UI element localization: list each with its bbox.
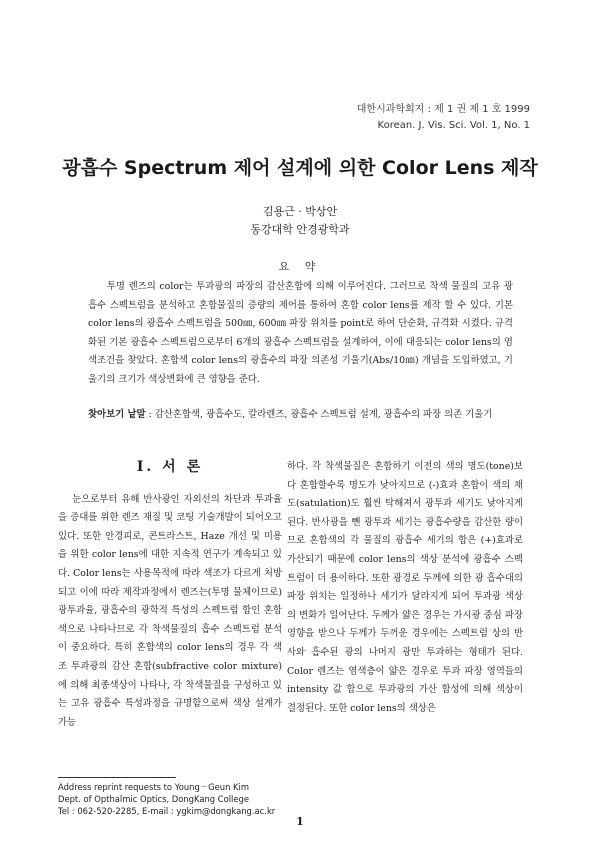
author-affiliation: 동강대학 안경광학과	[250, 223, 350, 236]
paper-title: 광흡수 Spectrum 제어 설계에 의한 Color Lens 제작	[62, 157, 538, 179]
journal-citation-korean: 대한시과학회지 : 제 1 권 제 1 호 1999	[356, 104, 530, 115]
footnote	[58, 781, 275, 817]
abstract-text: 투명 렌즈의 color는 투과광의 파장의 감산혼합에 의해 이루어진다. 그러므로 착색 물질의 고유 광흡수 스펙트럼을 분석하고 혼합물질의 증량의 제어를 통하여 혼합 color lens를 제작 할 수 있다. 기본 color lens의 광흡수 스펙트럼을 500㎚, 600㎚ 파장 위치를 point로 하여 단순화, 규격화 시켰다. 규격화된 기본 광흡수 스펙트럼으로부터 6개의 광흡수 스펙트럼을 설계하여, 이에 대응되는 color lens의 염색조건을 찾았다. 혼합색 color lens의 광흡수의 파장 의존성 기울기(Abs/10㎚) 개념을 도입하였고, 기울기의 크기가 색상변화에 큰 영향을 준다.	[88, 281, 513, 385]
keywords-text: : 감산혼합색, 광흡수도, 칼라렌즈, 광흡수 스펙트럼 설계, 광흡수의 파장 의존 기울기	[148, 409, 493, 420]
right-column	[287, 458, 523, 718]
footnote-reprint: Address reprint requests to Young－Geun Kim	[58, 782, 250, 792]
keywords-label: 찾아보기 낱말	[88, 409, 146, 420]
intro-paragraph-right: 하다. 각 착색물질은 혼합하기 이전의 색의 명도(tone)보다 혼합할수록 명도가 낮아지므로 (-)효과 혼합이 색의 채도(satulation)도 훨씬 탁해져서 광투과 세기도 낮아지게 된다. 반사광을 뺀 광투과 세기는 광흡수량을 감산한 량이므로 혼합색의 각 물질의 광흡수 세기의 합은 (+)효과로 가산되기 때문에 color lens의 색상 분석에 광흡수 스펙트럼이 더 용이하다. 또한 광경로 두께에 의한 광 흡수대의 파장 위치는 일정하나 세기가 달라지게 되어 투과광 색상의 변화가 일어난다. 두께가 얇은 경우는 가시광 중심 파장 영향을 받으나 두께가 두꺼운 경우에는 스펙트럼 상의 반사와 흡수된 광의 나머지 광만 투과하는 형태가 된다. Color 렌즈는 염색층이 얇은 경우로 투과 파장 영역들의 intensity 값 합으로 투과광의 가산 합성에 의해 색상이 결정된다. 또한 color lens의 색상은	[287, 461, 523, 714]
keywords	[88, 404, 513, 425]
journal-header	[357, 102, 530, 134]
footnote-department: Dept. of Opthalmic Optics, DongKang College	[58, 794, 249, 804]
author-block	[0, 203, 600, 239]
page-number: 1	[296, 815, 304, 828]
section-heading-introduction: I. 서 론	[136, 459, 204, 475]
left-column	[58, 458, 282, 732]
footnote-contact: Tel : 062-520-2285, E-mail : ygkim@dongkang.ac.kr	[58, 806, 276, 816]
abstract-heading: 요 약	[278, 260, 322, 273]
abstract	[88, 278, 513, 389]
journal-citation-english: Korean. J. Vis. Sci. Vol. 1, No. 1	[377, 120, 530, 131]
intro-paragraph-left: 눈으로부터 유해 반사광인 자외선의 차단과 투과율을 증대를 위한 렌즈 재질 및 코팅 기술개발이 되어오고 있다. 또한 안경피로, 콘트라스트, Haze 개선 및 미용을 위한 color lens에 대한 지속적 연구가 계속되고 있다. Color lens는 사용목적에 따라 색조가 다르게 처방되고 이에 따라 제작과정에서 렌즈는(투명 물체이므로) 광투과율, 광흡수의 광학적 특성의 스펙트럼 합인 혼합색으로 나타나므로 각 착색물질의 흡수 스펙트럼 분석이 중요하다. 특히 혼합색의 color lens의 경우 각 색조 투과광의 감산 혼합(subfractive color mixture)에 의해 최종색상이 나타나, 각 착색물질을 구성하고 있는 고유 광흡수 특성과정을 규명함으로써 색상 설계가 가능	[58, 493, 282, 728]
author-names: 김용근 · 박상안	[262, 205, 338, 218]
footnote-divider	[58, 777, 176, 778]
